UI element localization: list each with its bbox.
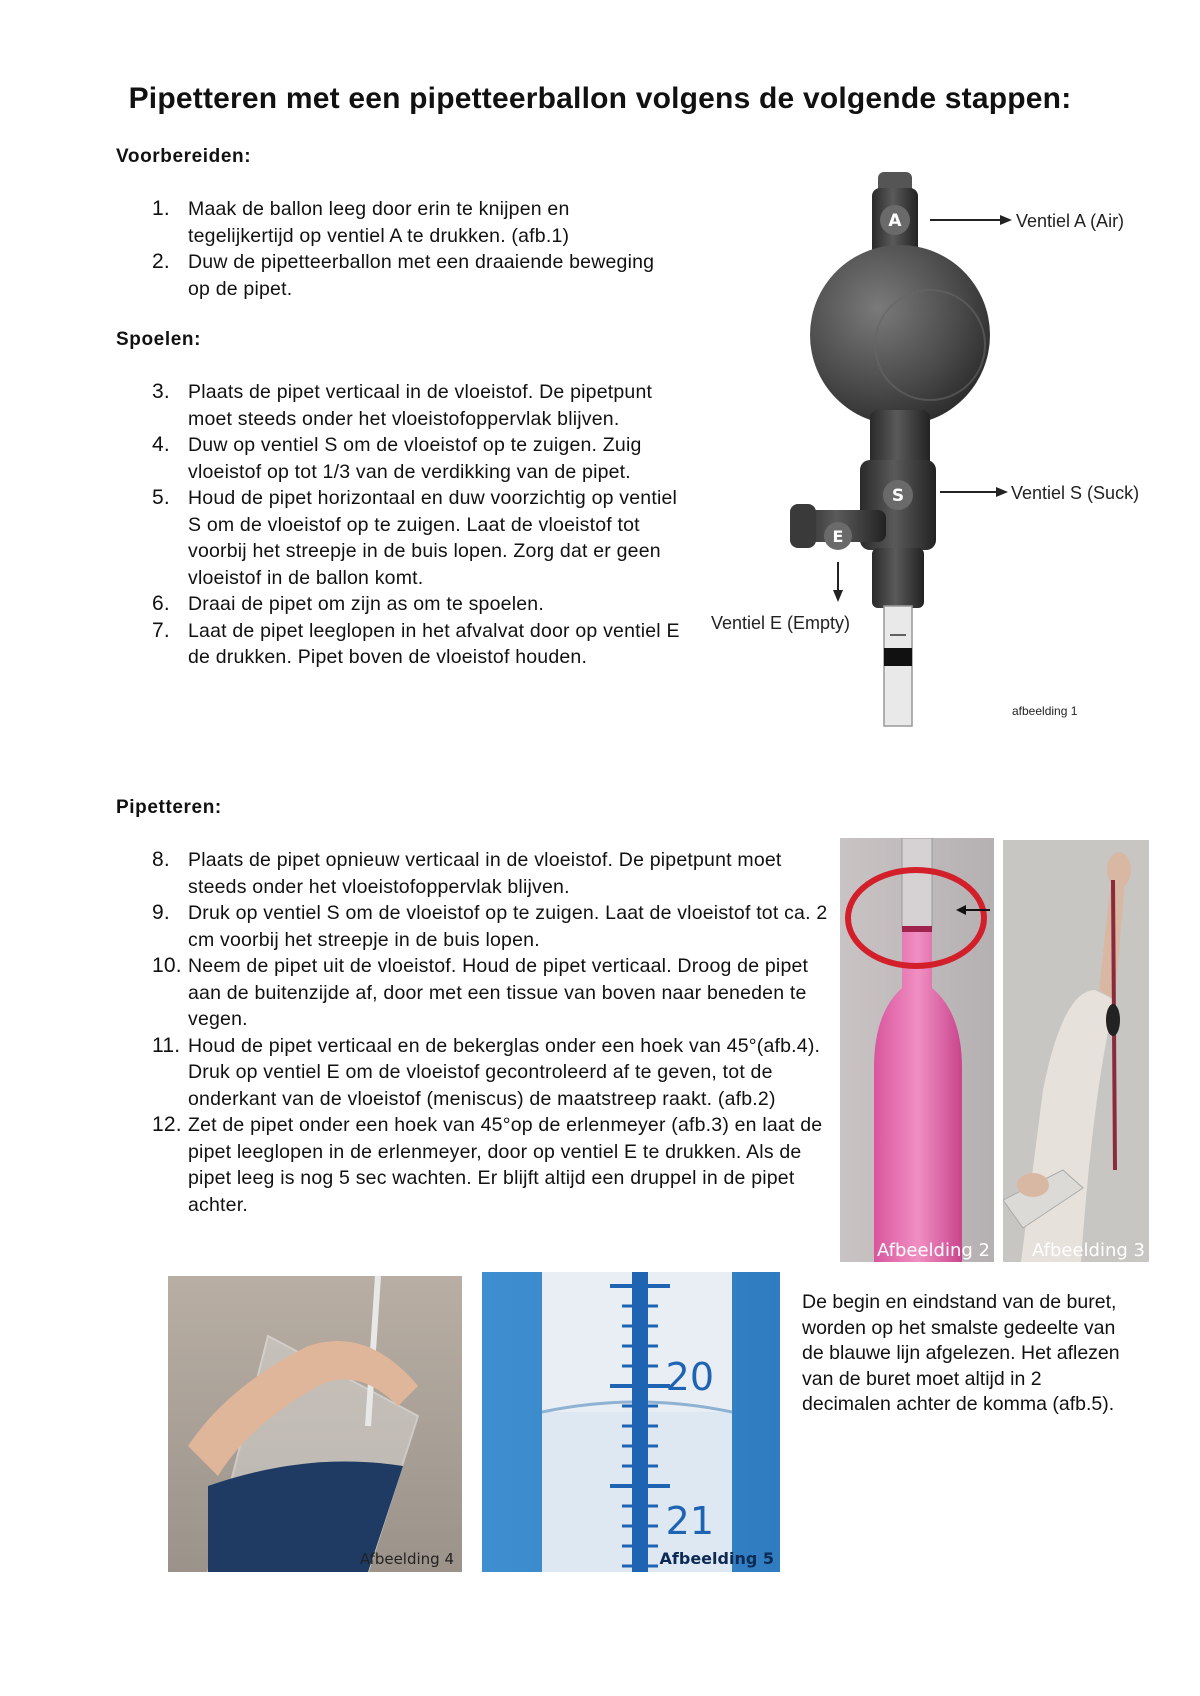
pipet-stem <box>902 838 932 928</box>
figure2-caption: Afbeelding 2 <box>876 1240 990 1261</box>
step-text: Houd de pipet verticaal en de bekerglas onder een hoek van 45°(afb.4). Druk op ventiel E om de vloeistof gecontroleerd af te geven, tot de onderkant van de vloeistof (meniscus) de maatstreep raakt. (afb.2) <box>188 1034 821 1110</box>
step-text: Houd de pipet horizontaal en duw voorzichtig op ventiel S om de vloeistof op te zuigen. Laat de vloeistof tot voorbij het streepje in de buis lopen. Zorg dat er geen vloeistof in de ballon komt. <box>188 487 678 589</box>
figure-pipet-tilted <box>1003 840 1149 1262</box>
label-valve-s: Ventiel S (Suck) <box>1011 483 1140 503</box>
step-item <box>116 591 681 618</box>
step-number: 3. <box>152 380 170 403</box>
figure1-caption: afbeelding 1 <box>1012 704 1078 718</box>
step-number: 9. <box>152 901 170 924</box>
meniscus-line <box>902 926 932 932</box>
step-text: Plaats de pipet opnieuw verticaal in de vloeistof. De pipetpunt moet steeds onder het vloeistofoppervlak blijven. <box>188 849 782 898</box>
figure3-caption: Afbeelding 3 <box>1031 1240 1145 1261</box>
step-item <box>116 618 681 671</box>
figure5-caption: Afbeelding 5 <box>659 1549 774 1568</box>
valve-s-letter: S <box>891 486 905 506</box>
step-text: Laat de pipet leeglopen in het afvalvat door op ventiel E de drukken. Pipet boven de vloeistof houden. <box>188 619 680 668</box>
label-valve-a: Ventiel A (Air) <box>1016 211 1125 231</box>
figure-pipette-bulb <box>690 170 1170 730</box>
step-item <box>116 953 828 1033</box>
step-number: 12. <box>152 1113 182 1136</box>
page-title: Pipetteren met een pipetteerballon volgens de volgende stappen: <box>128 82 1072 115</box>
buret-note: De begin en eindstand van de buret, worden op het smalste gedeelte van de blauwe lijn afgelezen. Het aflezen van de buret moet altijd in 2 decimalen achter de komma (afb.5). <box>802 1291 1120 1415</box>
step-number: 10. <box>152 954 182 977</box>
step-number: 4. <box>152 433 170 456</box>
step-text: Draai de pipet om zijn as om te spoelen. <box>188 593 544 615</box>
step-text: Maak de ballon leeg door erin te knijpen en tegelijkertijd op ventiel A te drukken. (afb.1) <box>188 198 570 247</box>
step-item <box>116 1033 828 1113</box>
scale-label-lower: 21 <box>665 1499 714 1543</box>
pipet-band <box>884 648 912 666</box>
figure-buret-scale <box>482 1272 780 1572</box>
step-item <box>116 900 828 953</box>
step-item <box>116 379 681 432</box>
step-number: 2. <box>152 250 170 273</box>
figure-beaker <box>168 1276 462 1572</box>
step-item <box>116 847 828 900</box>
step-text: Zet de pipet onder een hoek van 45°op de erlenmeyer (afb.3) en laat de pipet leeglopen in de erlenmeyer, door op ventiel E te drukken. Als de pipet leeg is nog 5 sec wachten. Er blijft altijd een druppel in de pipet achter. <box>188 1114 823 1216</box>
valve-e-cap <box>790 504 816 548</box>
valve-e-letter: E <box>832 527 844 546</box>
valve-a-letter: A <box>888 211 902 231</box>
step-item <box>116 249 656 302</box>
pipette-steps <box>116 847 828 1218</box>
arrow-s-head <box>996 487 1008 497</box>
step-item <box>116 196 656 249</box>
heading-pipette: Pipetteren: <box>116 797 222 818</box>
step-number: 1. <box>152 197 170 220</box>
step-item <box>116 1112 828 1218</box>
pipet-bulb <box>1106 1004 1120 1036</box>
figure-pipet-meniscus <box>840 838 994 1262</box>
prepare-steps <box>116 196 656 302</box>
label-valve-e: Ventiel E (Empty) <box>711 613 851 633</box>
lower-tube <box>872 548 924 608</box>
step-item <box>116 485 681 591</box>
arrow-a-head <box>1000 215 1012 225</box>
hand-top <box>1107 852 1131 888</box>
step-text: Plaats de pipet verticaal in de vloeistof. De pipetpunt moet steeds onder het vloeistofoppervlak blijven. <box>188 381 653 430</box>
step-item <box>116 432 681 485</box>
figure4-caption: Afbeelding 4 <box>359 1550 454 1568</box>
hand-bottom <box>1017 1173 1049 1197</box>
step-number: 7. <box>152 618 170 642</box>
step-text: Duw de pipetteerballon met een draaiende beweging op de pipet. <box>188 251 655 300</box>
scale-label-upper: 20 <box>665 1355 714 1399</box>
rinse-steps <box>116 379 681 671</box>
arrow-e-head <box>833 590 843 602</box>
step-number: 11. <box>152 1033 181 1057</box>
step-text: Duw op ventiel S om de vloeistof op te zuigen. Zuig vloeistof op tot 1/3 van de verdikking van de pipet. <box>188 434 642 483</box>
heading-rinse: Spoelen: <box>116 329 202 350</box>
step-text: Druk op ventiel S om de vloeistof op te zuigen. Laat de vloeistof tot ca. 2 cm voorbij het streepje in de buis lopen. <box>188 902 828 951</box>
step-number: 5. <box>152 486 170 509</box>
step-number: 8. <box>152 848 170 871</box>
step-number: 6. <box>152 592 170 615</box>
bulb <box>810 245 990 425</box>
heading-prepare: Voorbereiden: <box>116 146 252 167</box>
step-text: Neem de pipet uit de vloeistof. Houd de pipet verticaal. Droog de pipet aan de buitenzijde af, door met een tissue van boven naar beneden te vegen. <box>188 955 809 1030</box>
